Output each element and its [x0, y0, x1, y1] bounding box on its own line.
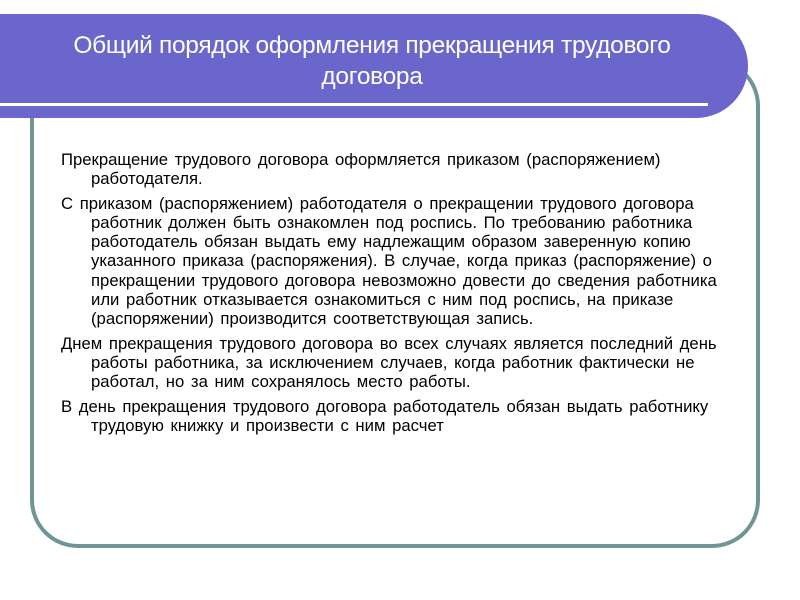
slide-body: [61, 150, 741, 440]
title-underline: [0, 103, 708, 106]
paragraph: В день прекращения трудового договора работодатель обязан выдать работнику трудовую книжку и произвести с ним расчет: [61, 396, 709, 435]
paragraph: Прекращение трудового договора оформляется приказом (распоряжением) работодателя.: [61, 150, 661, 189]
title-banner: [0, 14, 748, 118]
paragraph: Днем прекращения трудового договора во всех случаях является последний день работы работника, за исключением случаев, когда работник фактически не работал, но за ним сохранялось место работы.: [61, 333, 717, 392]
slide-title: Общий порядок оформления прекращения трудового договора: [73, 32, 671, 90]
paragraph: С приказом (распоряжением) работодателя о прекращении трудового договора работник должен быть ознакомлен под роспись. По требованию работника работодатель обязан выдать ему надлежащим образом заверенную копию указанного приказа (распоряжения). В случае, когда приказ (распоряжение) о прекращении трудового договора невозможно довести до сведения работника или работник отказывается ознакомиться с ним под роспись, на приказе (распоряжении) производится соответствующая запись.: [61, 193, 717, 329]
